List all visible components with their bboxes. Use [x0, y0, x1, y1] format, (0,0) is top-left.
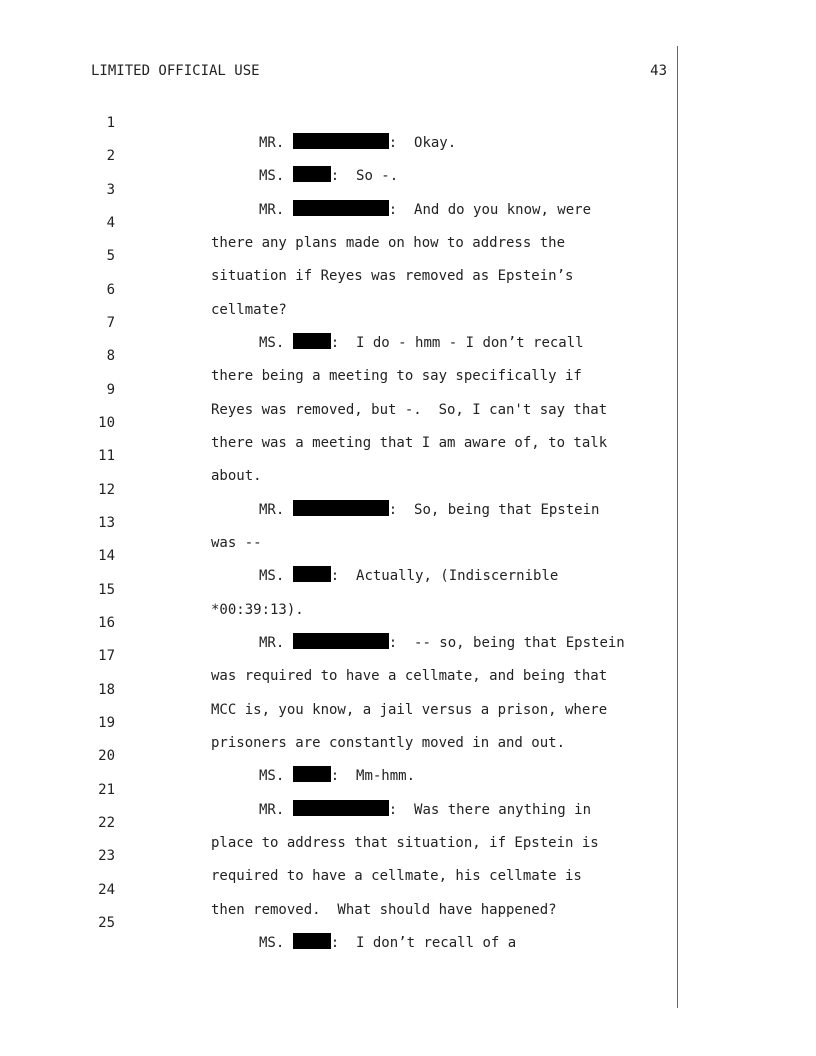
line-number: 25 [98, 915, 115, 931]
line-text: prisoners are constantly moved in and out. [211, 735, 566, 751]
transcript-line [0, 626, 816, 684]
line-number: 23 [98, 848, 115, 864]
transcript-line [0, 726, 816, 784]
line-text: place to address that situation, if Epstein is [211, 835, 599, 851]
transcript-line [0, 460, 816, 518]
speaker-separator: : [388, 202, 415, 218]
line-number: 2 [106, 148, 115, 164]
speaker-separator: : [330, 768, 357, 784]
transcript-line [0, 360, 816, 418]
transcript-line [0, 826, 816, 884]
speaker-prefix: MR. [259, 135, 293, 151]
line-number: 10 [98, 415, 115, 431]
transcript-line [0, 760, 816, 818]
speaker-prefix: MR. [259, 635, 293, 651]
speech-text: And do you know, were [414, 202, 592, 218]
speech-text: Mm-hmm. [356, 768, 416, 784]
speaker-separator: : [330, 168, 357, 184]
line-number: 19 [98, 715, 115, 731]
transcript-line [0, 93, 816, 151]
transcript-line [0, 893, 816, 951]
line-number: 22 [98, 815, 115, 831]
speaker-prefix: MS. [259, 568, 293, 584]
speaker-prefix: MR. [259, 802, 293, 818]
line-number: 4 [106, 215, 115, 231]
speaker-separator: : [388, 135, 415, 151]
speech-text: -- so, being that Epstein [414, 635, 625, 651]
speech-text: So, being that Epstein [414, 502, 600, 518]
line-number: 17 [98, 648, 115, 664]
line-number: 8 [106, 348, 115, 364]
transcript-line [0, 660, 816, 718]
speech-text: Actually, (Indiscernible [356, 568, 559, 584]
transcript-line [0, 126, 816, 184]
speech-text: Okay. [414, 135, 457, 151]
transcript-line [0, 326, 816, 384]
transcript-line [0, 526, 816, 584]
speaker-prefix: MS. [259, 335, 293, 351]
line-text: was required to have a cellmate, and being that [211, 668, 608, 684]
speaker-separator: : [330, 335, 357, 351]
line-text: Reyes was removed, but -. So, I can't say that [211, 402, 608, 418]
transcript-line [0, 493, 816, 551]
speaker-prefix: MS. [259, 768, 293, 784]
transcript-line [0, 260, 816, 318]
transcript-line [0, 560, 816, 618]
page-header [91, 62, 667, 80]
speaker-prefix: MS. [259, 935, 293, 951]
line-number: 7 [106, 315, 115, 331]
line-number: 12 [98, 482, 115, 498]
line-number: 3 [106, 182, 115, 198]
speaker-separator: : [388, 802, 415, 818]
speech-text: Was there anything in [414, 802, 592, 818]
page-number: 43 [650, 63, 667, 79]
transcript-line [0, 193, 816, 251]
line-text: *00:39:13). [211, 602, 304, 618]
line-text: required to have a cellmate, his cellmate is [211, 868, 582, 884]
speaker-separator: : [330, 568, 357, 584]
line-number: 18 [98, 682, 115, 698]
line-number: 20 [98, 748, 115, 764]
line-text [259, 933, 516, 953]
line-text: there being a meeting to say specifically if [211, 368, 582, 384]
transcript-line [0, 793, 816, 851]
line-text: was -- [211, 535, 262, 551]
line-text: situation if Reyes was removed as Epstein’s [211, 268, 574, 284]
line-number: 5 [106, 248, 115, 264]
speech-text: I don’t recall of a [356, 935, 517, 951]
classification-marking: LIMITED OFFICIAL USE [91, 63, 260, 79]
line-number: 15 [98, 582, 115, 598]
speaker-prefix: MR. [259, 502, 293, 518]
speaker-separator: : [388, 502, 415, 518]
line-text: cellmate? [211, 302, 287, 318]
speaker-prefix: MR. [259, 202, 293, 218]
line-number: 6 [106, 282, 115, 298]
line-number: 16 [98, 615, 115, 631]
transcript-line [0, 593, 816, 651]
speaker-separator: : [330, 935, 357, 951]
redaction-box [293, 933, 331, 949]
line-text: there any plans made on how to address the [211, 235, 566, 251]
transcript-line [0, 393, 816, 451]
line-number: 1 [106, 115, 115, 131]
transcript-line [0, 693, 816, 751]
line-number: 11 [98, 448, 115, 464]
line-number: 13 [98, 515, 115, 531]
line-number: 9 [106, 382, 115, 398]
line-number: 14 [98, 548, 115, 564]
speaker-separator: : [388, 635, 415, 651]
line-number: 21 [98, 782, 115, 798]
transcript-line [0, 860, 816, 918]
line-text: then removed. What should have happened? [211, 902, 557, 918]
speaker-prefix: MS. [259, 168, 293, 184]
transcript-line [0, 293, 816, 351]
speech-text: So -. [356, 168, 399, 184]
line-number: 24 [98, 882, 115, 898]
line-text: about. [211, 468, 262, 484]
transcript-line [0, 226, 816, 284]
speech-text: I do - hmm - I don’t recall [356, 335, 584, 351]
line-text: MCC is, you know, a jail versus a prison, where [211, 702, 608, 718]
line-text: there was a meeting that I am aware of, to talk [211, 435, 608, 451]
transcript-line [0, 160, 816, 218]
transcript-line [0, 426, 816, 484]
